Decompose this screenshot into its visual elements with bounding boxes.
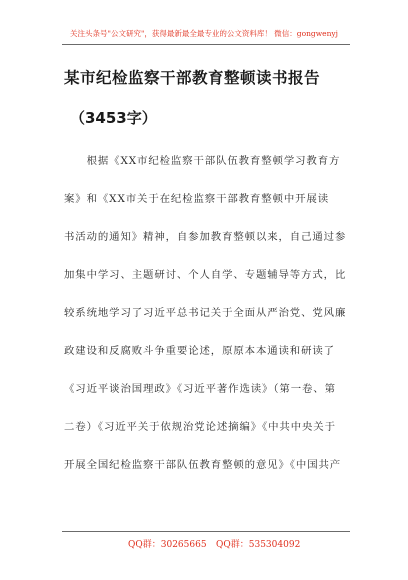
- header-divider: [62, 44, 350, 45]
- document-subtitle: （3453字）: [70, 109, 157, 127]
- header-note: 关注头条号"公文研究"，获得最新最全最专业的公文资料库！ 微信：gongwenyj: [70, 29, 338, 38]
- body-line: 开展全国纪检监察干部队伍教育整顿的意见》《中国共产: [64, 459, 342, 471]
- footer-qq-group-1: QQ群：30265665: [128, 540, 207, 550]
- document-title: 某市纪检监察干部教育整顿读书报告: [64, 69, 321, 87]
- body-line: 政建设和反腐败斗争重要论述，原原本本通读和研读了: [64, 345, 335, 357]
- body-line: 根据《XX市纪检监察干部队伍教育整顿学习教育方: [64, 155, 341, 167]
- body-line: 加集中学习、主题研讨、个人自学、专题辅导等方式，比: [64, 269, 347, 281]
- body-line: 《习近平谈治国理政》《习近平著作选读》（第一卷、第: [64, 383, 336, 395]
- footer-qq-group-2: QQ群：535304092: [216, 540, 301, 550]
- footer-divider: [62, 531, 350, 532]
- body-line: 二卷）《习近平关于依规治党论述摘编》《中共中央关于: [64, 421, 336, 433]
- body-line: 书活动的通知》精神，自参加教育整顿以来，自己通过参: [64, 231, 347, 243]
- body-line: 较系统地学习了习近平总书记关于全面从严治党、党风廉: [64, 307, 347, 319]
- body-line: 案》和《XX市关于在纪检监察干部教育整顿中开展读: [64, 193, 329, 205]
